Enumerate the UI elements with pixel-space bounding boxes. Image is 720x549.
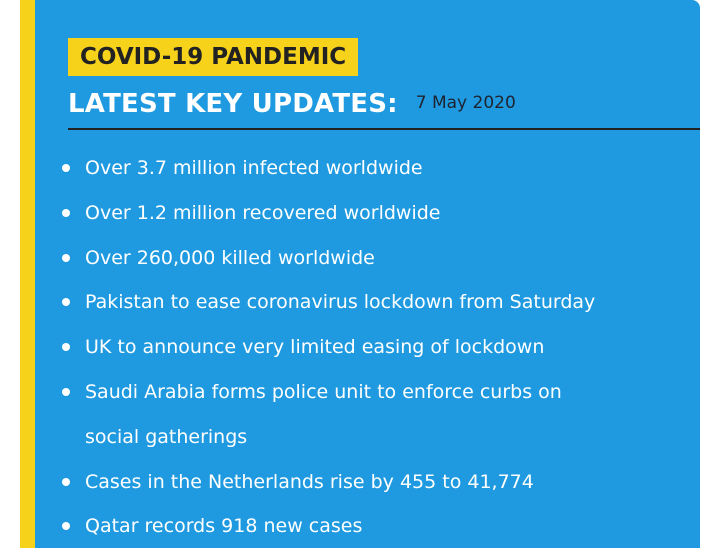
list-item — [60, 280, 690, 325]
update-text: Qatar records 918 new cases — [85, 515, 363, 538]
bullet-icon — [62, 298, 70, 306]
bullet-icon — [62, 388, 70, 396]
accent-stripe — [20, 0, 35, 548]
update-text: Saudi Arabia forms police unit to enforce curbs on — [85, 380, 562, 403]
list-item — [60, 146, 690, 191]
bullet-icon — [62, 478, 70, 486]
list-item — [60, 236, 690, 281]
update-text: Cases in the Netherlands rise by 455 to 41,774 — [85, 470, 534, 493]
bullet-icon — [62, 164, 70, 172]
list-item — [60, 504, 690, 549]
page-title: LATEST KEY UPDATES: — [68, 89, 398, 119]
list-item — [60, 460, 690, 505]
topic-badge: COVID-19 PANDEMIC — [68, 38, 358, 76]
updates-list — [60, 146, 690, 549]
update-text-continued: social gatherings — [85, 425, 248, 448]
list-item — [60, 325, 690, 370]
update-text: Pakistan to ease coronavirus lockdown from Saturday — [85, 291, 596, 314]
bullet-icon — [62, 254, 70, 262]
list-item — [60, 370, 690, 460]
divider — [68, 128, 700, 130]
update-text: Over 3.7 million infected worldwide — [85, 157, 423, 179]
update-text: UK to announce very limited easing of lockdown — [85, 336, 545, 359]
bullet-icon — [62, 522, 70, 530]
headline-row — [68, 84, 516, 124]
update-text: Over 1.2 million recovered worldwide — [85, 201, 441, 224]
bullet-icon — [62, 343, 70, 351]
update-text: Over 260,000 killed worldwide — [85, 246, 375, 269]
bullet-icon — [62, 209, 70, 217]
list-item — [60, 191, 690, 236]
date-label: 7 May 2020 — [415, 93, 516, 113]
